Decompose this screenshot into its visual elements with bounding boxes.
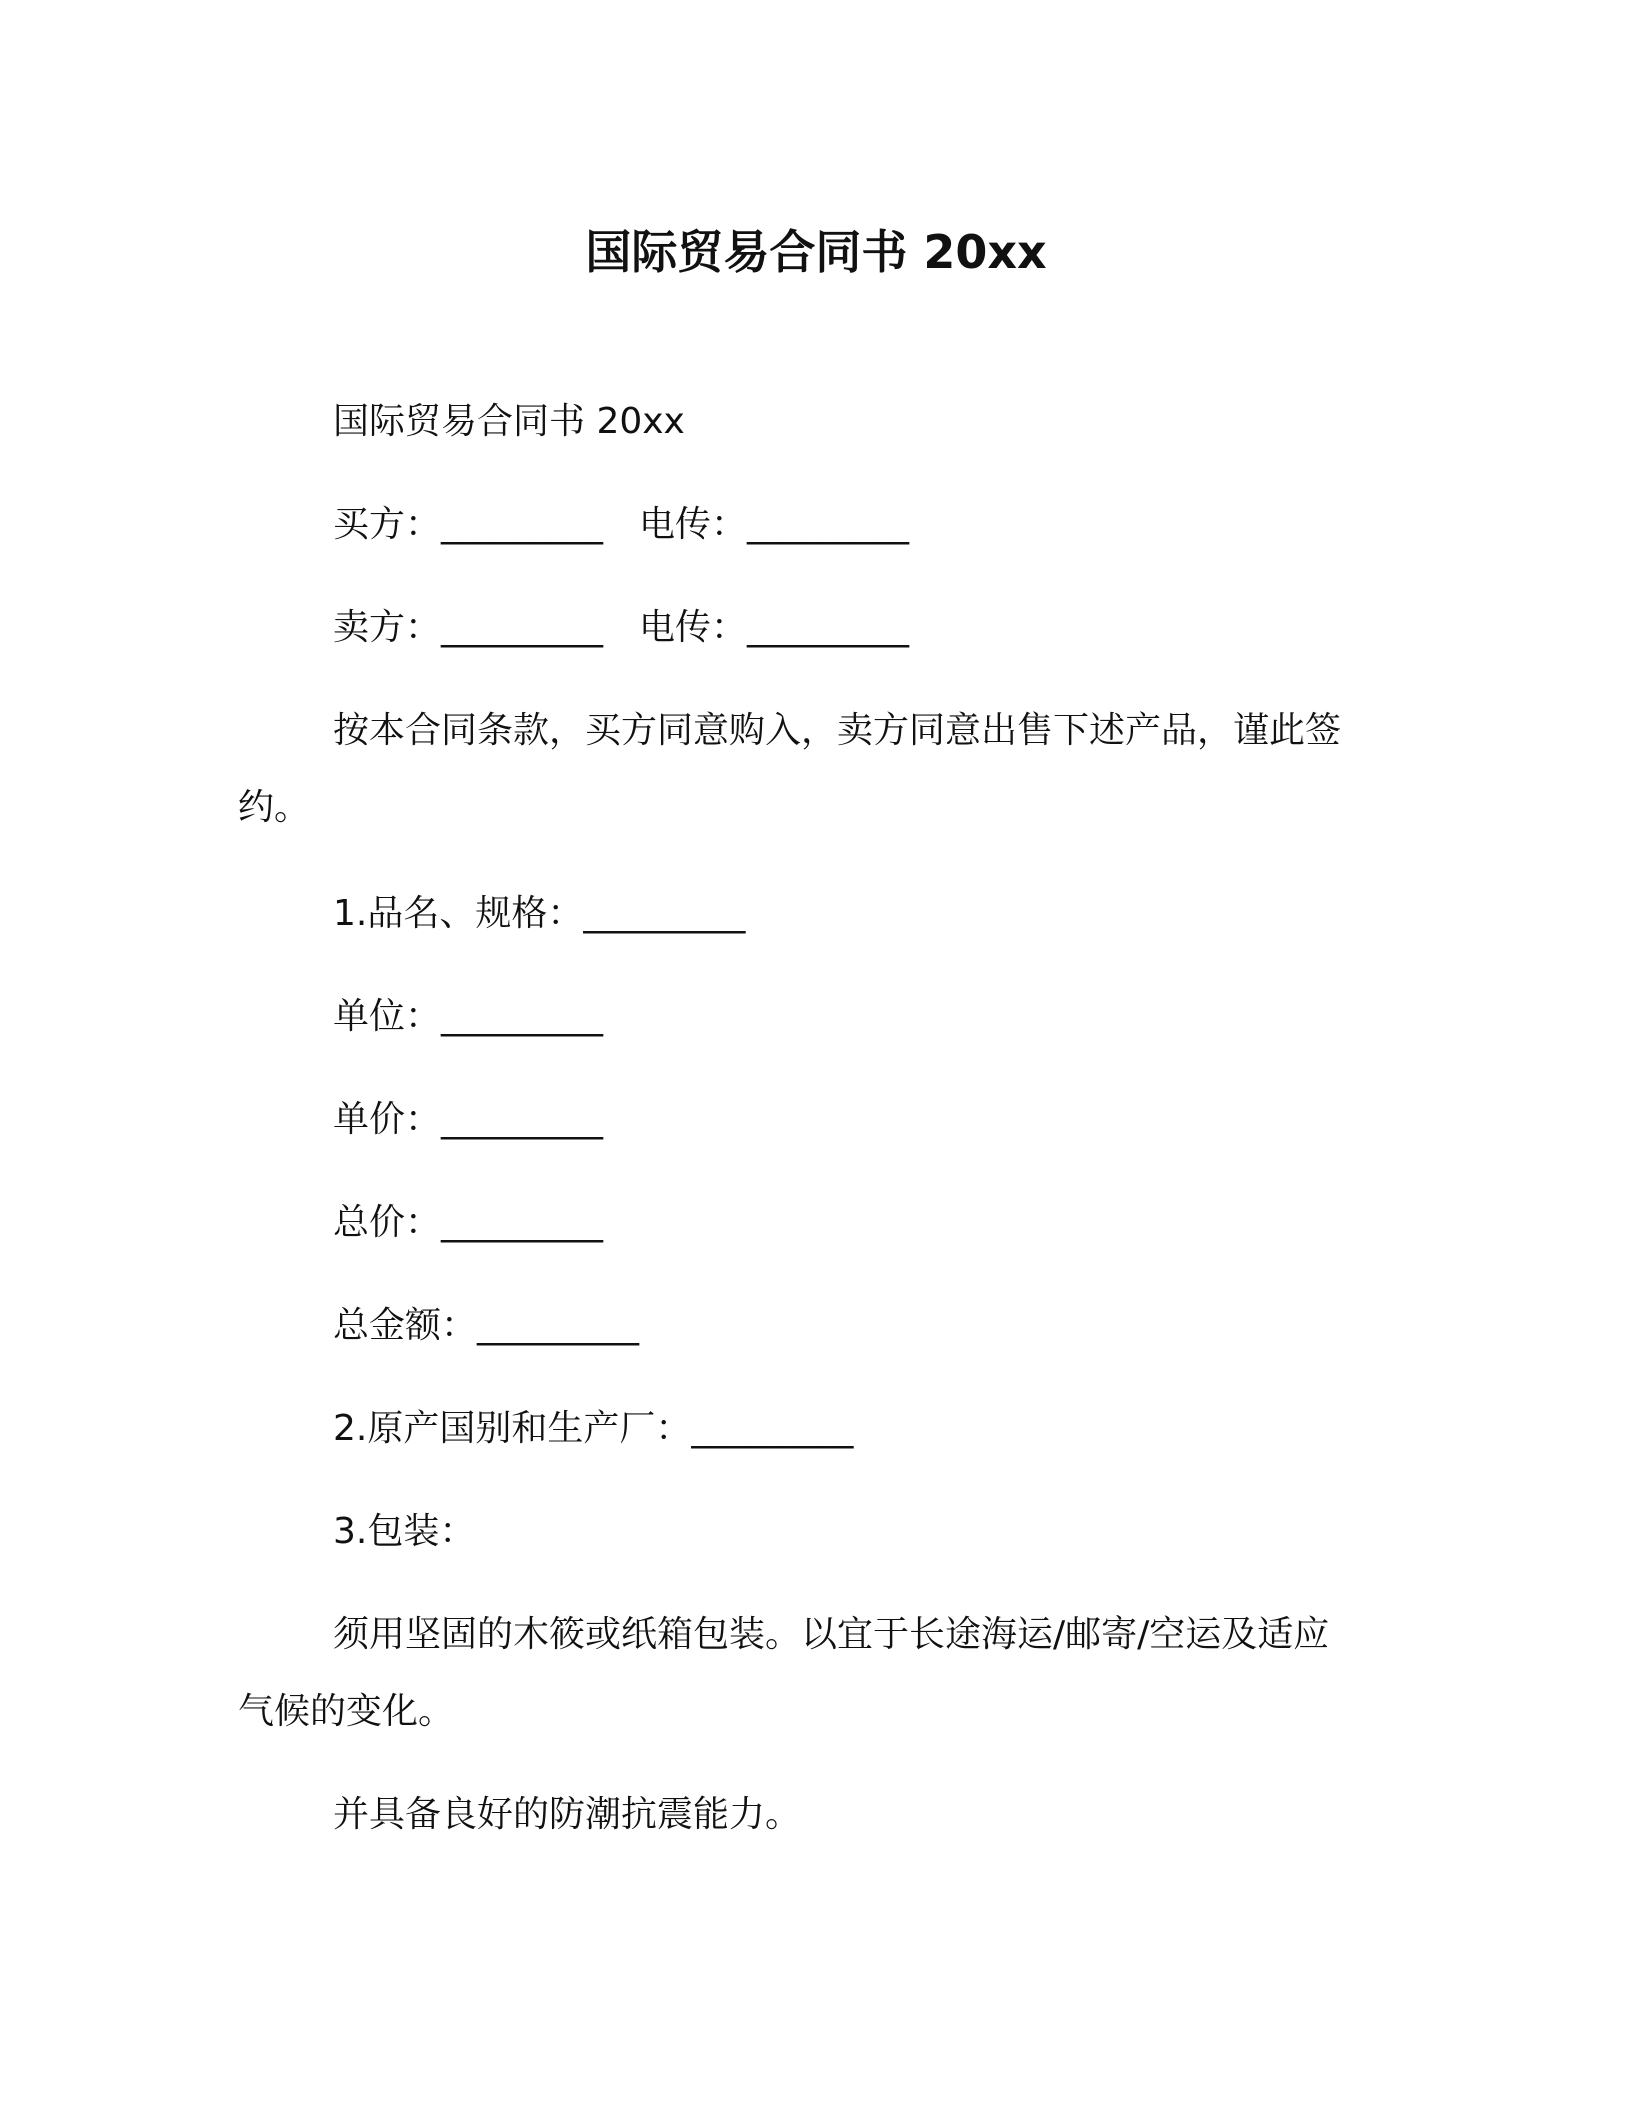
packing-heading: 3.包装： [333,1511,476,1552]
packing-line-2: 气候的变化。 [238,1691,455,1732]
total-price-line: 总价：_________ [333,1202,604,1243]
packing-line-3: 并具备良好的防潮抗震能力。 [333,1794,802,1835]
buyer-fax: 电传：_________ [639,504,910,545]
origin-line: 2.原产国别和生产厂：_________ [333,1408,854,1449]
seller-line [333,603,909,653]
seller-label: 卖方：_________ [333,607,604,648]
document-title: 国际贸易合同书 20xx [585,225,1047,279]
seller-fax: 电传：_________ [639,607,910,648]
item-name-line: 1.品名、规格：_________ [333,893,746,934]
buyer-label: 买方：_________ [333,504,604,545]
buyer-line [333,500,909,550]
document-subtitle: 国际贸易合同书 20xx [333,401,685,442]
unit-price-line: 单价：_________ [333,1099,604,1140]
intro-line-2: 约。 [238,787,311,828]
total-amount-line: 总金额：_________ [333,1305,640,1346]
intro-line-1: 按本合同条款，买方同意购入，卖方同意出售下述产品，谨此签 [333,710,1342,751]
packing-line-1: 须用坚固的木筱或纸箱包装。以宜于长途海运/邮寄/空运及适应 [333,1614,1330,1655]
unit-line: 单位：_________ [333,996,604,1037]
